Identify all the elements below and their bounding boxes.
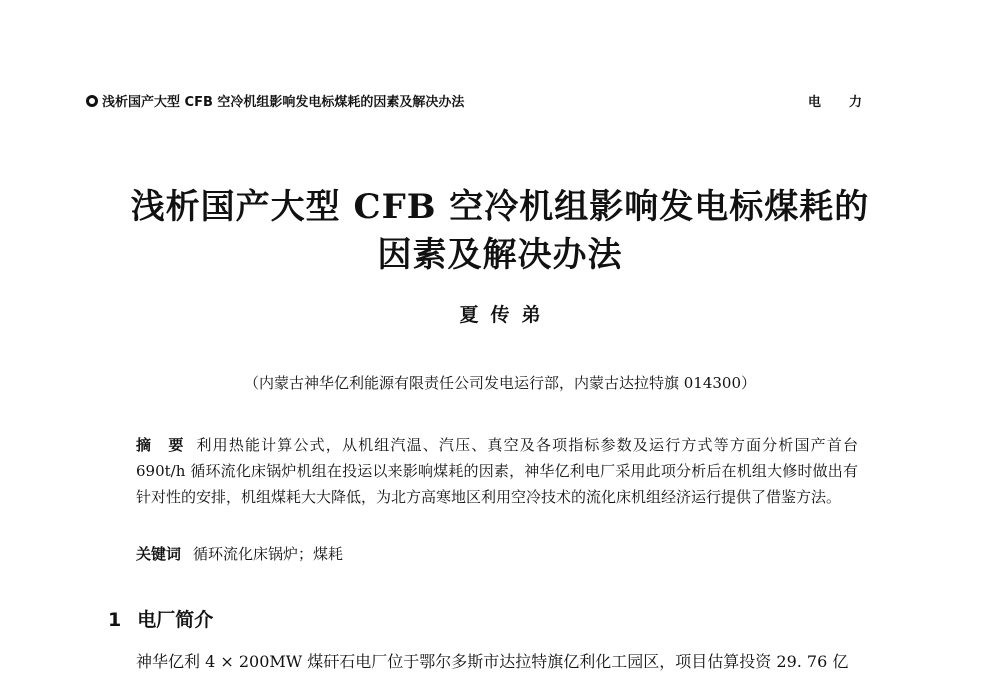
- body-paragraph: 神华亿利 4 × 200MW 煤矸石电厂位于鄂尔多斯市达拉特旗亿利化工园区，项目估算投资 29. 76 亿: [136, 652, 849, 671]
- running-title: 浅析国产大型 CFB 空冷机组影响发电标煤耗的因素及解决办法: [102, 95, 465, 110]
- keywords-text: 循环流化床锅炉；煤耗: [193, 545, 344, 563]
- keywords: [136, 541, 858, 567]
- running-header: [86, 92, 890, 114]
- paper-title-line-2: 因素及解决办法: [377, 235, 623, 275]
- paper-title: [100, 183, 900, 279]
- abstract: [136, 432, 858, 510]
- abstract-text: 利用热能计算公式，从机组汽温、汽压、真空及各项指标参数及运行方式等方面分析国产首台 690t/h 循环流化床锅炉机组在投运以来影响煤耗的因素，神华亿利电厂采用此项分析后在机组大修时做出有针对性的安排，机组煤耗大大降低，为北方高寒地区利用空冷技术的流化床机组经济运行提供了借鉴方法。: [136, 436, 858, 506]
- journal-name: 电力: [807, 95, 890, 110]
- paper-title-line-1: 浅析国产大型 CFB 空冷机组影响发电标煤耗的: [130, 187, 870, 227]
- abstract-label: 摘 要: [136, 436, 185, 454]
- keywords-label: 关键词: [136, 545, 182, 563]
- affiliation: （内蒙古神华亿利能源有限责任公司发电运行部，内蒙古达拉特旗 014300）: [243, 374, 757, 392]
- author: 夏传弟: [459, 304, 553, 326]
- section-heading: [108, 606, 213, 634]
- section-title: 电厂简介: [137, 609, 214, 631]
- bullet-circle-icon: [86, 95, 98, 107]
- section-number: 1: [108, 609, 122, 631]
